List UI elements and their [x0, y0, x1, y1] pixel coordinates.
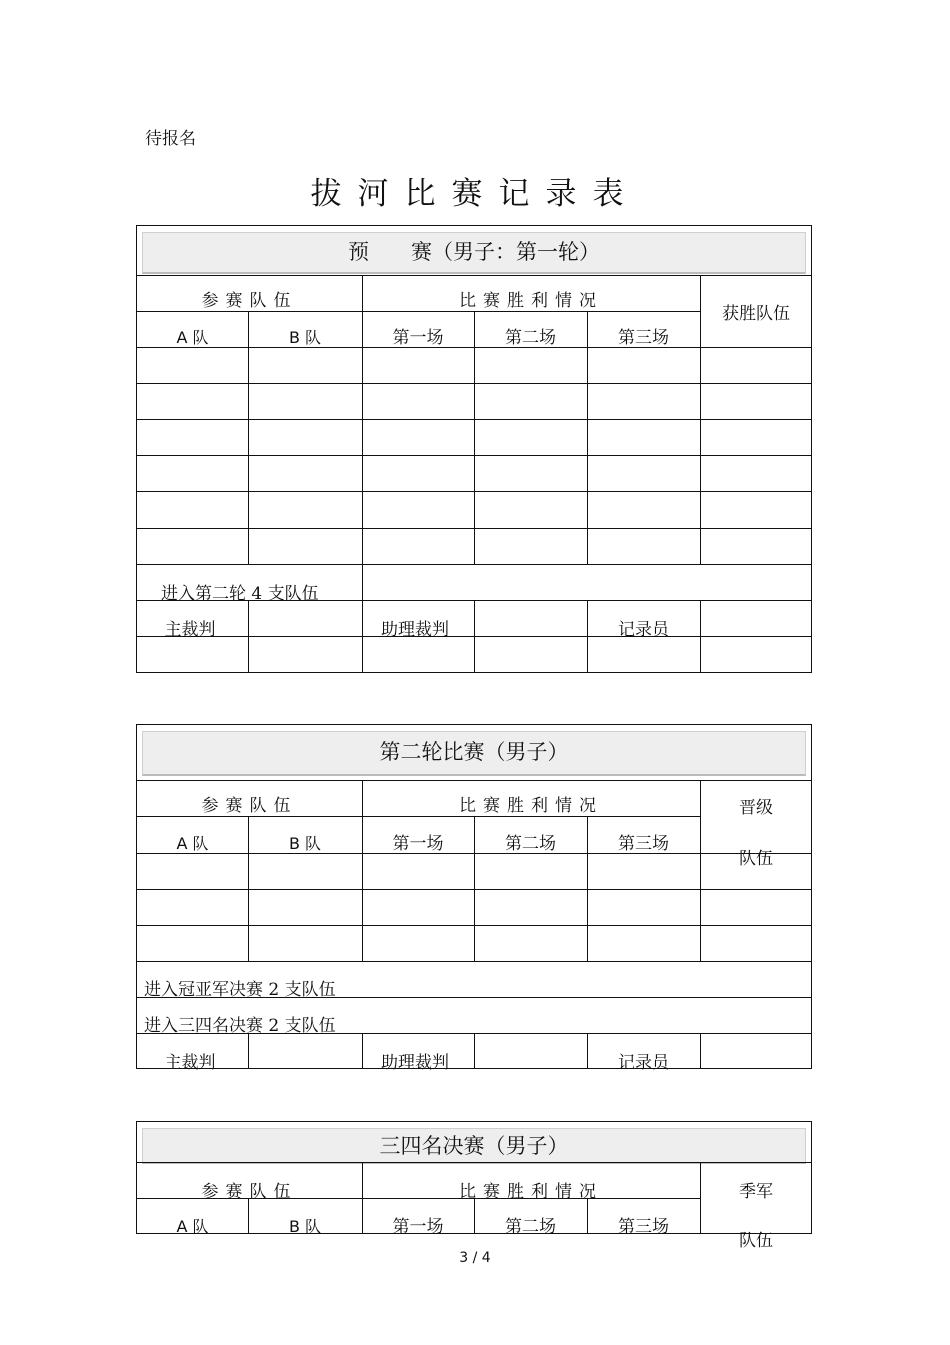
table-rule: [248, 600, 249, 673]
table-rule: [137, 564, 812, 565]
recorder-label: 记录员: [618, 1053, 669, 1073]
advance-label: 进入第二轮 4 支队伍: [161, 584, 319, 604]
participants-header: 参赛队伍: [201, 796, 298, 816]
game-3-header: 第三场: [618, 328, 669, 348]
chief-referee-label: 主裁判: [164, 620, 216, 640]
table-rule: [137, 961, 812, 962]
section-banner: 第二轮比赛（男子）: [142, 731, 806, 776]
game-1-header: 第一场: [392, 1217, 444, 1237]
team-a-header: A 队: [176, 1217, 209, 1236]
team-b-header: B 队: [288, 1217, 322, 1236]
participants-header: 参赛队伍: [201, 291, 298, 311]
game-1-header: 第一场: [392, 834, 444, 854]
game-2-header: 第二场: [505, 1217, 556, 1237]
table-rule: [474, 600, 475, 673]
third-place-final-table: [136, 1121, 812, 1237]
team-b-header: B 队: [288, 834, 322, 853]
document-title: 拔河比赛记录表: [310, 176, 640, 212]
game-3-header: 第三场: [618, 1217, 669, 1237]
table-rule: [137, 816, 700, 817]
table-rule: [137, 275, 812, 276]
table-rule: [137, 780, 812, 781]
team-a-header: A 队: [176, 834, 209, 853]
second-round-table: [136, 724, 812, 1073]
team-a-header: A 队: [176, 328, 209, 347]
table-rule: [700, 1033, 701, 1069]
assistant-referee-label: 助理裁判: [381, 620, 449, 640]
advance-third-place-label: 进入三四名决赛 2 支队伍: [144, 1016, 336, 1036]
advancing-header-line-2: 队伍: [739, 849, 773, 869]
table-rule: [137, 1162, 812, 1163]
third-place-header-line-1: 季军: [739, 1182, 773, 1202]
table-rule: [700, 600, 701, 673]
table-rule: [474, 1033, 475, 1069]
section-banner: 预 赛（男子：第一轮）: [142, 232, 806, 274]
results-header: 比赛胜利情况: [459, 796, 603, 816]
recorder-label: 记录员: [618, 620, 669, 640]
chief-referee-label: 主裁判: [164, 1053, 216, 1073]
table-rule: [137, 311, 700, 312]
results-header: 比赛胜利情况: [459, 291, 603, 311]
game-1-header: 第一场: [392, 328, 444, 348]
assistant-referee-label: 助理裁判: [381, 1053, 449, 1073]
table-rule: [248, 1033, 249, 1069]
third-place-header-line-2: 队伍: [739, 1231, 773, 1251]
page-number: 3 / 4: [459, 1250, 491, 1266]
game-2-header: 第二场: [505, 328, 556, 348]
game-3-header: 第三场: [618, 834, 669, 854]
winner-header: 获胜队伍: [722, 304, 790, 324]
preliminary-round-table: [136, 225, 812, 673]
game-2-header: 第二场: [505, 834, 556, 854]
results-header: 比赛胜利情况: [459, 1182, 603, 1202]
section-banner: 三四名决赛（男子）: [142, 1128, 806, 1164]
registration-note: 待报名: [145, 129, 196, 149]
advancing-header-line-1: 晋级: [739, 798, 773, 818]
participants-header: 参赛队伍: [201, 1182, 298, 1202]
advance-final-label: 进入冠亚军决赛 2 支队伍: [144, 980, 336, 1000]
table-rule: [474, 311, 475, 564]
team-b-header: B 队: [288, 328, 322, 347]
table-rule: [248, 311, 249, 564]
table-rule: [587, 311, 588, 564]
